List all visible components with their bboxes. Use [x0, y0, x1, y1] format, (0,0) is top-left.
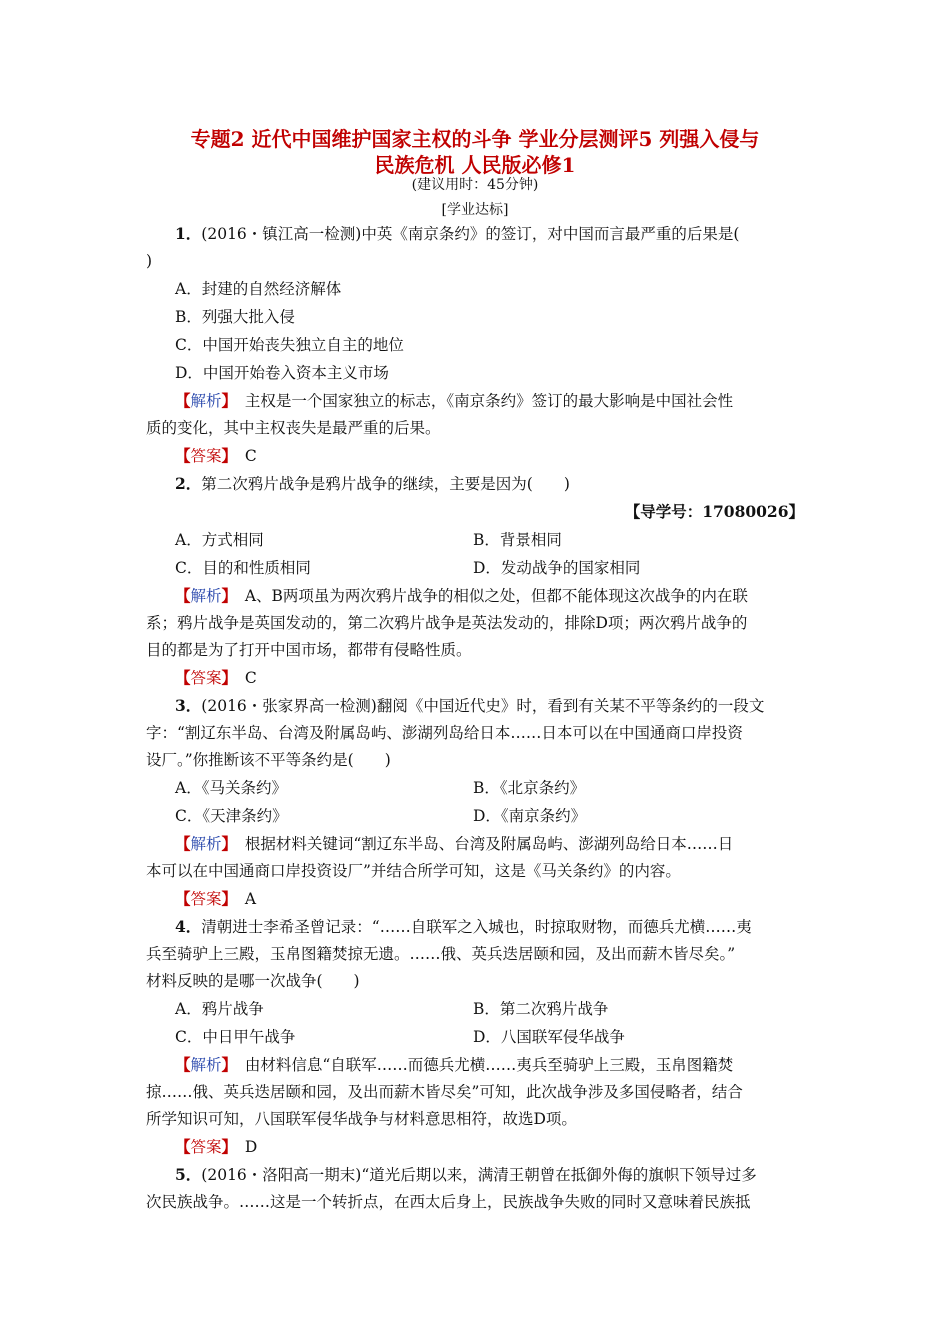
- question-number: 1．: [175, 224, 202, 243]
- option-b: B．列强大批入侵: [175, 308, 295, 326]
- option-d: D．《南京条约》: [473, 807, 587, 825]
- option-a: A．《马关条约》: [175, 779, 287, 797]
- analysis-label: 解析: [190, 587, 222, 605]
- question-number: 5．: [175, 1165, 202, 1184]
- answer-line: 【答案】 A: [175, 889, 257, 908]
- guide-number: 【导学号：17080026】: [624, 502, 804, 521]
- question-3-stem-line-2: 字：“割辽东半岛、台湾及附属岛屿、澎湖列岛给日本……日本可以在中国通商口岸投资: [146, 724, 743, 742]
- time-hint: (建议用时：45分钟): [411, 177, 539, 193]
- analysis-label: 解析: [190, 1056, 222, 1074]
- question-4-stem-line-3: 材料反映的是哪一次战争( ): [146, 972, 360, 990]
- question-4-stem-line-1: 4．清朝进士李希圣曾记录：“……自联军之入城也，时掠取财物，而德兵尤横……夷: [175, 917, 752, 936]
- option-b: B．背景相同: [473, 531, 562, 549]
- option-c: C．目的和性质相同: [175, 559, 311, 577]
- question-number: 2．: [175, 474, 202, 493]
- document-title-line-1: 专题2 近代中国维护国家主权的斗争 学业分层测评5 列强入侵与: [190, 127, 760, 151]
- option-d: D．发动战争的国家相同: [473, 559, 641, 577]
- question-number: 3．: [175, 696, 202, 715]
- answer-label: 答案: [190, 669, 222, 687]
- option-d: D．中国开始卷入资本主义市场: [175, 364, 389, 382]
- answer-label: 答案: [190, 890, 222, 908]
- answer-line: 【答案】 C: [175, 668, 257, 687]
- question-3-stem-line-1: 3．(2016・张家界高一检测)翻阅《中国近代史》时，看到有关某不平等条约的一段文: [175, 696, 765, 715]
- analysis-label: 解析: [190, 392, 222, 410]
- answer-value: C: [244, 669, 257, 687]
- analysis-line-2: 系；鸦片战争是英国发动的，第二次鸦片战争是英法发动的，排除D项；两次鸦片战争的: [146, 614, 748, 632]
- answer-value: A: [244, 890, 257, 908]
- question-3-stem-line-3: 设厂。”你推断该不平等条约是( ): [146, 751, 391, 769]
- option-c: C．中国开始丧失独立自主的地位: [175, 336, 404, 354]
- analysis-line-2: 掠……俄、英兵迭居颐和园，及出而薪木皆尽矣”可知，此次战争涉及多国侵略者，结合: [146, 1083, 743, 1101]
- option-b: B．第二次鸦片战争: [473, 1000, 609, 1018]
- analysis-line-3: 所学知识可知，八国联军侵华战争与材料意思相符，故选D项。: [146, 1110, 577, 1128]
- analysis-line-1: 【解析】 根据材料关键词“割辽东半岛、台湾及附属岛屿、澎湖列岛给日本……日: [175, 834, 734, 853]
- analysis-line-3: 目的都是为了打开中国市场，都带有侵略性质。: [146, 641, 472, 659]
- question-4-stem-line-2: 兵至骑驴上三殿，玉帛图籍焚掠无遗。……俄、英兵迭居颐和园，及出而薪木皆尽矣。”: [146, 945, 736, 963]
- analysis-line-1: 【解析】 由材料信息“自联军……而德兵尤横……夷兵至骑驴上三殿，玉帛图籍焚: [175, 1055, 734, 1074]
- answer-value: D: [244, 1138, 258, 1156]
- option-a: A．方式相同: [175, 531, 264, 549]
- section-heading: [学业达标]: [441, 202, 509, 218]
- document-title-line-2: 民族危机 人民版必修1: [374, 153, 576, 177]
- option-b: B．《北京条约》: [473, 779, 586, 797]
- answer-label: 答案: [190, 447, 222, 465]
- question-1-stem-line-2: ): [146, 252, 153, 270]
- option-c: C．《天津条约》: [175, 807, 288, 825]
- option-d: D．八国联军侵华战争: [473, 1028, 625, 1046]
- analysis-line-1: 【解析】 主权是一个国家独立的标志，《南京条约》签订的最大影响是中国社会性: [175, 391, 734, 410]
- question-5-stem-line-2: 次民族战争。……这是一个转折点，在西太后身上，民族战争失败的同时又意味着民族抵: [146, 1193, 751, 1211]
- analysis-line-1: 【解析】 A、B两项虽为两次鸦片战争的相似之处，但都不能体现这次战争的内在联: [175, 586, 748, 605]
- option-c: C．中日甲午战争: [175, 1028, 296, 1046]
- question-1-stem-line-1: 1．(2016・镇江高一检测)中英《南京条约》的签订，对中国而言最严重的后果是(: [175, 224, 740, 243]
- analysis-label: 解析: [190, 835, 222, 853]
- analysis-line-2: 质的变化，其中主权丧失是最严重的后果。: [146, 419, 441, 437]
- answer-value: C: [244, 447, 257, 465]
- question-5-stem-line-1: 5．(2016・洛阳高一期末)“道光后期以来，满清王朝曾在抵御外侮的旗帜下领导过多: [175, 1165, 757, 1184]
- question-2-stem: 2．第二次鸦片战争是鸦片战争的继续，主要是因为( ): [175, 474, 570, 493]
- answer-line: 【答案】 C: [175, 446, 257, 465]
- answer-line: 【答案】 D: [175, 1137, 258, 1156]
- option-a: A．鸦片战争: [175, 1000, 264, 1018]
- option-a: A．封建的自然经济解体: [175, 280, 342, 298]
- analysis-line-2: 本可以在中国通商口岸投资设厂”并结合所学可知，这是《马关条约》的内容。: [146, 862, 681, 880]
- question-number: 4．: [175, 917, 202, 936]
- answer-label: 答案: [190, 1138, 222, 1156]
